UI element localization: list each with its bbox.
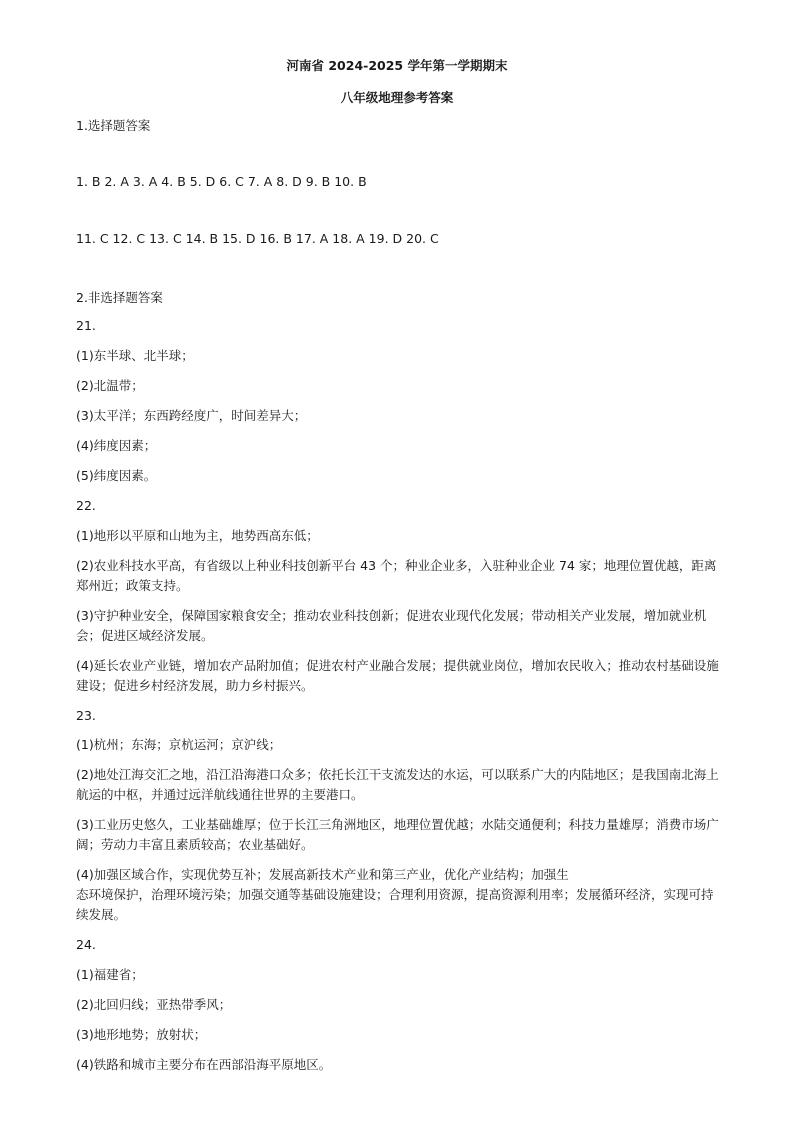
question-23-number: 23.	[76, 708, 96, 723]
question-22-number: 22.	[76, 498, 96, 513]
q22-answer-3: (3)守护种业安全，保障国家粮食安全；推动农业科技创新；促进农业现代化发展；带动相关产业发展，增加就业机会；促进区域经济发展。	[76, 608, 707, 643]
q24-answer-1: (1)福建省；	[76, 967, 144, 982]
q21-answer-4: (4)纬度因素；	[76, 438, 157, 453]
q23-answer-1: (1)杭州；东海；京杭运河；京沪线；	[76, 737, 282, 752]
q23-answer-2: (2)地处江海交汇之地，沿江沿海港口众多；依托长江干支流发达的水运，可以联系广大的内陆地区；是我国南北海上航运的中枢，并通过远洋航线通往世界的主要港口。	[76, 767, 719, 802]
q23-answer-3: (3)工业历史悠久，工业基础雄厚；位于长江三角洲地区，地理位置优越；水陆交通便利；科技力量雄厚；消费市场广阔；劳动力丰富且素质较高；农业基础好。	[76, 817, 719, 852]
section2-heading: 2.非选择题答案	[76, 290, 163, 305]
q22-answer-2: (2)农业科技水平高，有省级以上种业科技创新平台 43 个；种业企业多，入驻种业企业 74 家；地理位置优越，距离郑州近；政策支持。	[76, 558, 717, 593]
section1-heading: 1.选择题答案	[76, 118, 151, 133]
q22-answer-1: (1)地形以平原和山地为主，地势西高东低；	[76, 528, 319, 543]
question-21-number: 21.	[76, 318, 96, 333]
q23-answer-4a: (4)加强区域合作，实现优势互补；发展高新技术产业和第三产业，优化产业结构；加强生	[76, 867, 569, 882]
q22-answer-4: (4)延长农业产业链，增加农产品附加值；促进农村产业融合发展；提供就业岗位，增加农民收入；推动农村基础设施建设；促进乡村经济发展，助力乡村振兴。	[76, 658, 719, 693]
mc-answers-row1: 1. B 2. A 3. A 4. B 5. D 6. C 7. A 8. D 9. B 10. B	[76, 174, 367, 189]
document-subtitle: 八年级地理参考答案	[340, 90, 454, 105]
q23-answer-4b: 态环境保护，治理环境污染；加强交通等基础设施建设；合理利用资源，提高资源利用率；发展循环经济，实现可持续发展。	[76, 887, 714, 922]
q24-answer-2: (2)北回归线；亚热带季风；	[76, 997, 232, 1012]
q21-answer-5: (5)纬度因素。	[76, 468, 157, 483]
q21-answer-2: (2)北温带；	[76, 378, 144, 393]
document-title: 河南省 2024-2025 学年第一学期期末	[286, 58, 508, 73]
q21-answer-3: (3)太平洋；东西跨经度广，时间差异大；	[76, 408, 307, 423]
mc-answers-row2: 11. C 12. C 13. C 14. B 15. D 16. B 17. A 18. A 19. D 20. C	[76, 231, 439, 246]
question-24-number: 24.	[76, 937, 96, 952]
q21-answer-1: (1)东半球、北半球；	[76, 348, 194, 363]
q24-answer-4: (4)铁路和城市主要分布在西部沿海平原地区。	[76, 1057, 332, 1072]
q24-answer-3: (3)地形地势；放射状；	[76, 1027, 207, 1042]
